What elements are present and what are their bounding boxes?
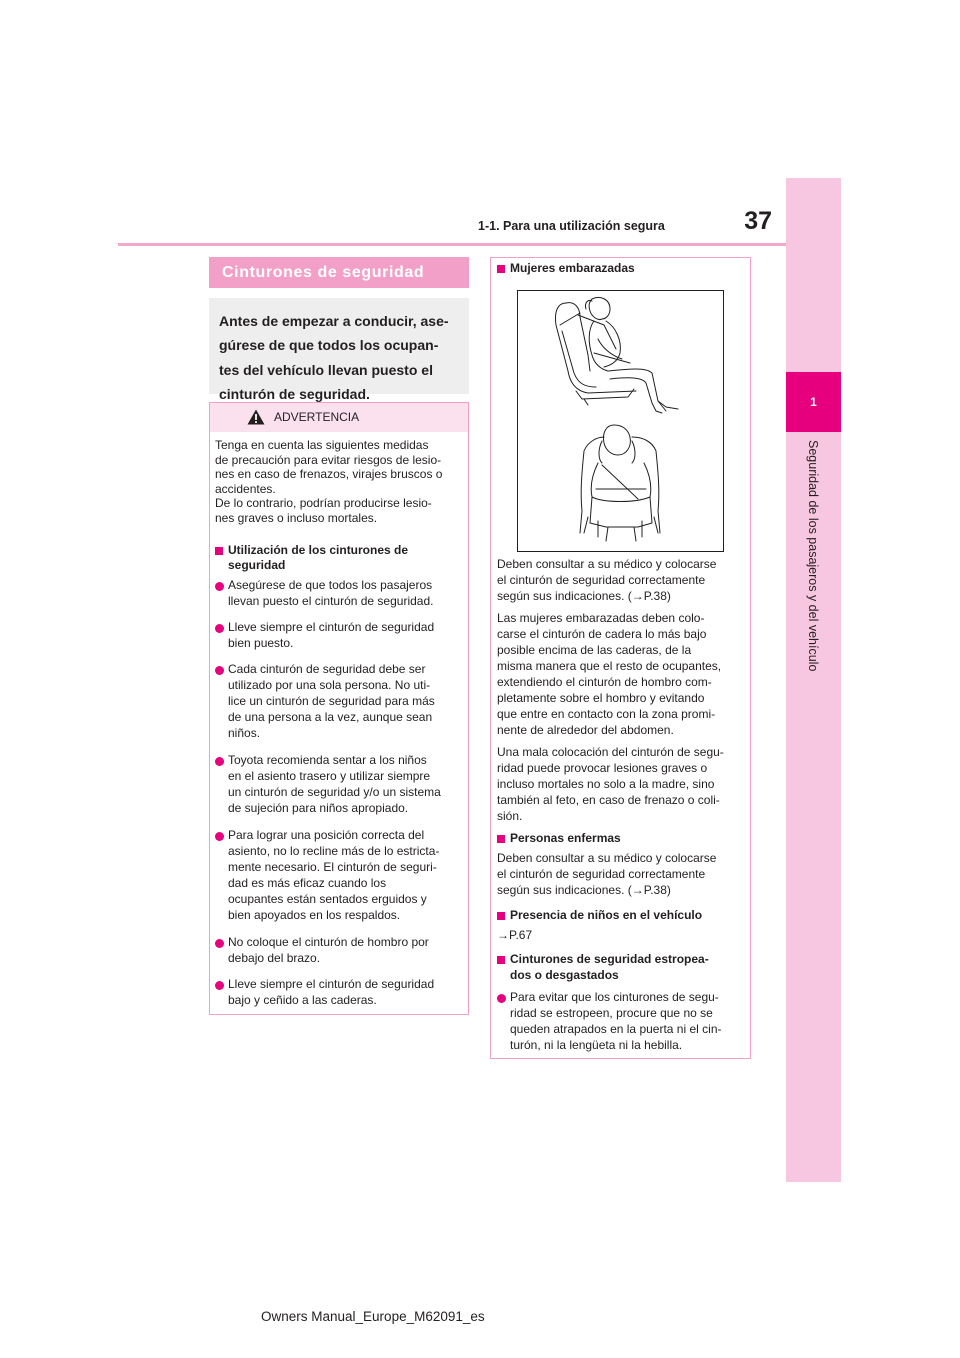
warning-text-line: nes graves o incluso mortales. — [215, 510, 378, 525]
warning-text-line: accidentes. — [215, 481, 276, 496]
pregnant-woman-seatbelt-image — [518, 291, 725, 553]
body-text-line: Una mala colocación del cinturón de segu- — [497, 745, 724, 759]
section-title: 1-1. Para una utilización segura — [478, 219, 665, 233]
round-bullet-icon — [215, 939, 224, 948]
children-heading: Presencia de niños en el vehículo — [510, 908, 703, 922]
body-text-line: misma manera que el resto de ocupantes, — [497, 659, 722, 673]
square-bullet-icon — [215, 547, 223, 555]
bullet-line: Para lograr una posición correcta del — [228, 828, 425, 842]
body-text-line: sión. — [497, 809, 523, 823]
body-text-line: incluso mortales no solo a la madre, sino — [497, 777, 715, 791]
body-text-line: pletamente sobre el hombro y evitando — [497, 691, 705, 705]
body-text-line: que entre en contacto con la zona promi- — [497, 707, 716, 721]
section-heading: Cinturones de seguridad — [209, 257, 469, 288]
bullet-line: Lleve siempre el cinturón de seguridad — [228, 977, 435, 991]
bullet-line: ocupantes están sentados erguidos y — [228, 892, 427, 906]
body-text-line[interactable]: según sus indicaciones. (→P.38) — [497, 589, 671, 603]
warning-text-line: de precaución para evitar riesgos de lesio- — [215, 452, 442, 467]
bullet-line: bien apoyados en los respaldos. — [228, 908, 401, 922]
bullet-line: bajo y ceñido a las caderas. — [228, 993, 377, 1007]
bullet-line: de sujeción para niños apropiado. — [228, 801, 409, 815]
square-bullet-icon — [497, 835, 505, 843]
body-text-line[interactable]: según sus indicaciones. (→P.38) — [497, 883, 671, 897]
chapter-number-tab[interactable]: 1 — [786, 372, 841, 432]
worn-belts-heading: Cinturones de seguridad estropea- — [510, 952, 709, 966]
bullet-line: de una persona a la vez, aunque sean — [228, 710, 433, 724]
bullet-line: niños. — [228, 726, 261, 740]
bullet-line: Cada cinturón de seguridad debe ser — [228, 662, 426, 676]
warning-label: ADVERTENCIA — [274, 410, 360, 424]
body-text-line: Deben consultar a su médico y colocarse — [497, 557, 717, 571]
square-bullet-icon — [497, 912, 505, 920]
bullet-line: dad es más eficaz cuando los — [228, 876, 387, 890]
bullet-line: Toyota recomienda sentar a los niños — [228, 753, 427, 767]
intro-line: Antes de empezar a conducir, ase- — [219, 313, 449, 329]
intro-line: cinturón de seguridad. — [219, 385, 370, 402]
bullet-line: No coloque el cinturón de hombro por — [228, 935, 429, 949]
body-text-line: el cinturón de seguridad correctamente — [497, 867, 706, 881]
bullet-line: lice un cinturón de seguridad para más — [228, 694, 435, 708]
body-text-line: nente de alrededor del abdomen. — [497, 723, 674, 737]
page-number: 37 — [744, 207, 772, 235]
body-text-line: Las mujeres embarazadas deben colo- — [497, 611, 705, 625]
body-text-line: el cinturón de seguridad correctamente — [497, 573, 706, 587]
warning-subheading: seguridad — [228, 558, 286, 572]
header-rule — [118, 243, 786, 246]
bullet-line: un cinturón de seguridad y/o un sistema — [228, 785, 441, 799]
warning-text-line: Tenga en cuenta las siguientes medidas — [215, 438, 429, 452]
chapter-side-tab — [786, 178, 841, 1182]
warning-subheading: Utilización de los cinturones de — [228, 543, 409, 557]
bullet-line: Para evitar que los cinturones de segu- — [510, 990, 719, 1004]
bullet-line: turón, ni la lengüeta ni la hebilla. — [510, 1038, 683, 1052]
round-bullet-icon — [215, 757, 224, 766]
bullet-line: Lleve siempre el cinturón de seguridad — [228, 620, 435, 634]
bullet-line: bien puesto. — [228, 636, 294, 650]
bullet-line: en el asiento trasero y utilizar siempre — [228, 769, 431, 783]
page-reference-link[interactable]: →P.67 — [497, 928, 533, 942]
round-bullet-icon — [215, 666, 224, 675]
worn-belts-heading: dos o desgastados — [510, 968, 619, 982]
bullet-line: utilizado por una sola persona. No uti- — [228, 678, 431, 692]
body-text-line: Deben consultar a su médico y colocarse — [497, 851, 717, 865]
body-text-line: carse el cinturón de cadera lo más bajo — [497, 627, 707, 641]
footer-document-id: Owners Manual_Europe_M62091_es — [261, 1309, 485, 1324]
square-bullet-icon — [497, 956, 505, 964]
pregnant-heading: Mujeres embarazadas — [510, 261, 635, 275]
intro-line: gúrese de que todos los ocupan- — [219, 337, 439, 354]
warning-text-line: De lo contrario, podrían producirse lesio- — [215, 496, 432, 510]
body-text-line: extendiendo el cinturón de hombro com- — [497, 675, 712, 689]
bullet-line: debajo del brazo. — [228, 951, 321, 965]
bullet-line: asiento, no lo recline más de lo estricta- — [228, 844, 440, 858]
bullet-line: Asegúrese de que todos los pasajeros — [228, 578, 433, 592]
chapter-title: Seguridad de los pasajeros y del vehículo — [806, 440, 820, 672]
warning-text-line: nes en caso de frenazos, virajes bruscos o — [215, 467, 443, 481]
round-bullet-icon — [215, 624, 224, 633]
warning-header — [210, 403, 468, 432]
bullet-line: queden atrapados en la puerta ni el cin- — [510, 1022, 722, 1036]
body-text-line: ridad puede provocar lesiones graves o — [497, 761, 708, 775]
round-bullet-icon — [215, 981, 224, 990]
round-bullet-icon — [497, 994, 506, 1003]
round-bullet-icon — [215, 832, 224, 841]
bullet-line: llevan puesto el cinturón de seguridad. — [228, 594, 434, 608]
pregnant-seatbelt-illustration — [517, 290, 724, 552]
sick-heading: Personas enfermas — [510, 831, 621, 845]
intro-box — [209, 298, 469, 402]
body-text-line: posible encima de las caderas, de la — [497, 643, 692, 657]
round-bullet-icon — [215, 582, 224, 591]
warning-triangle-icon — [247, 409, 265, 425]
bullet-line: ridad se estropeen, procure que no se — [510, 1006, 713, 1020]
bullet-line: mente necesario. El cinturón de seguri- — [228, 860, 437, 874]
square-bullet-icon — [497, 265, 505, 273]
intro-line: tes del vehículo llevan puesto el — [219, 361, 433, 378]
body-text-line: también al feto, en caso de frenazo o coli- — [497, 793, 720, 807]
